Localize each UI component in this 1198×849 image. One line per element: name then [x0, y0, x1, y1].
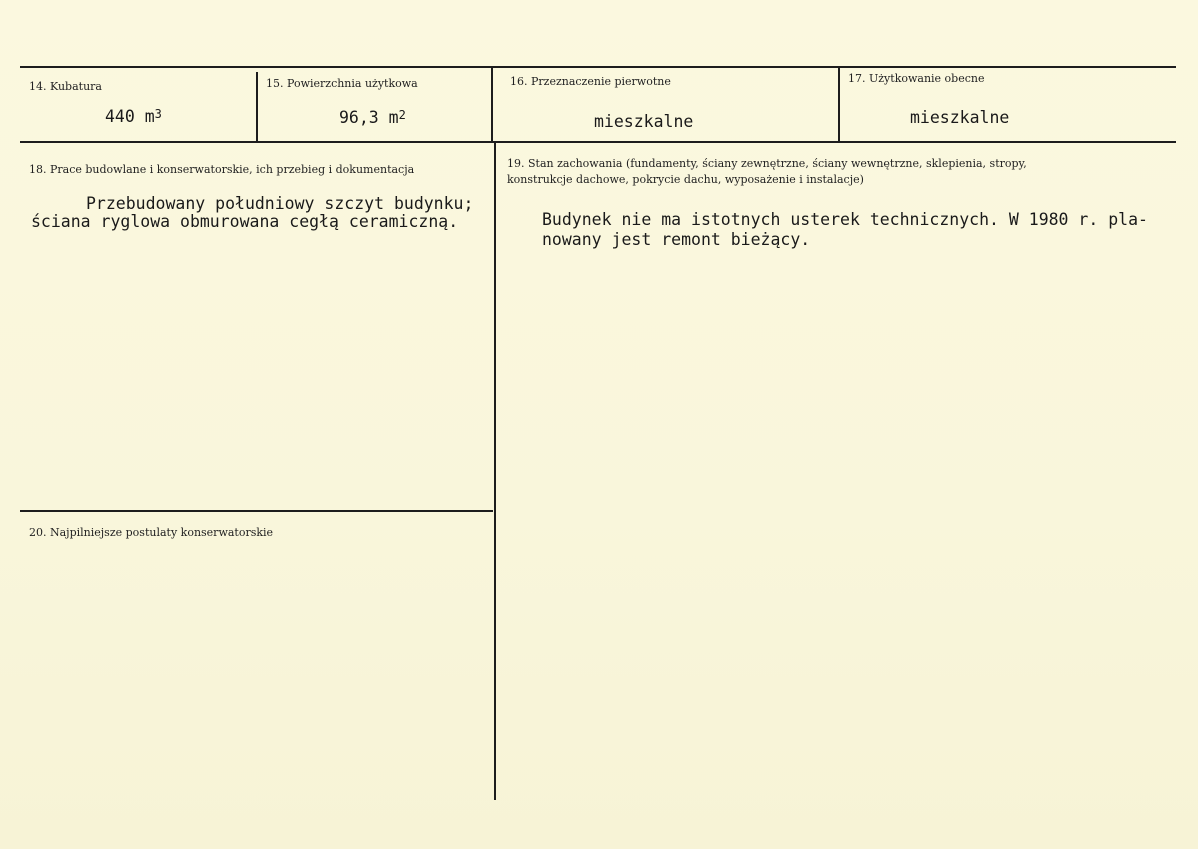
- field-15-value: [339, 108, 406, 128]
- field-17-value: mieszkalne: [910, 108, 1010, 127]
- field-18-line-2: ściana ryglowa obmurowana cegłą ceramiczną.: [31, 212, 459, 231]
- field-14-value: [105, 107, 162, 127]
- area-unit-exponent: 2: [398, 108, 406, 122]
- field-18-line-1: Przebudowany południowy szczyt budynku;: [86, 194, 474, 213]
- volume-unit-exponent: 3: [154, 107, 162, 121]
- field-14-label: 14. Kubatura: [29, 80, 102, 93]
- field-16-value: mieszkalne: [594, 112, 694, 131]
- divider-main-column: [494, 143, 496, 800]
- divider-15-16: [491, 68, 493, 142]
- divider-16-17: [838, 68, 840, 142]
- divider-14-15: [256, 72, 258, 142]
- field-19-line-1: Budynek nie ma istotnych usterek technicznych. W 1980 r. pla-: [542, 210, 1148, 229]
- volume-value: 440 m: [105, 107, 155, 126]
- field-19-line-2: nowany jest remont bieżący.: [542, 230, 811, 249]
- field-20-label: 20. Najpilniejsze postulaty konserwatorskie: [29, 526, 274, 539]
- field-19-label-line-1: 19. Stan zachowania (fundamenty, ściany zewnętrzne, ściany wewnętrzne, sklepienia, stropy,: [507, 157, 1027, 170]
- top-rule: [20, 66, 1176, 68]
- field-16-label: 16. Przeznaczenie pierwotne: [510, 75, 671, 88]
- section18-bottom-rule: [20, 510, 493, 512]
- row1-bottom-rule: [20, 141, 1176, 143]
- field-18-label: 18. Prace budowlane i konserwatorskie, ich przebieg i dokumentacja: [29, 163, 415, 176]
- field-17-label: 17. Użytkowanie obecne: [848, 72, 985, 85]
- field-19-label-line-2: konstrukcje dachowe, pokrycie dachu, wyposażenie i instalacje): [507, 173, 864, 186]
- area-value: 96,3 m: [339, 108, 399, 127]
- field-15-label: 15. Powierzchnia użytkowa: [266, 77, 418, 90]
